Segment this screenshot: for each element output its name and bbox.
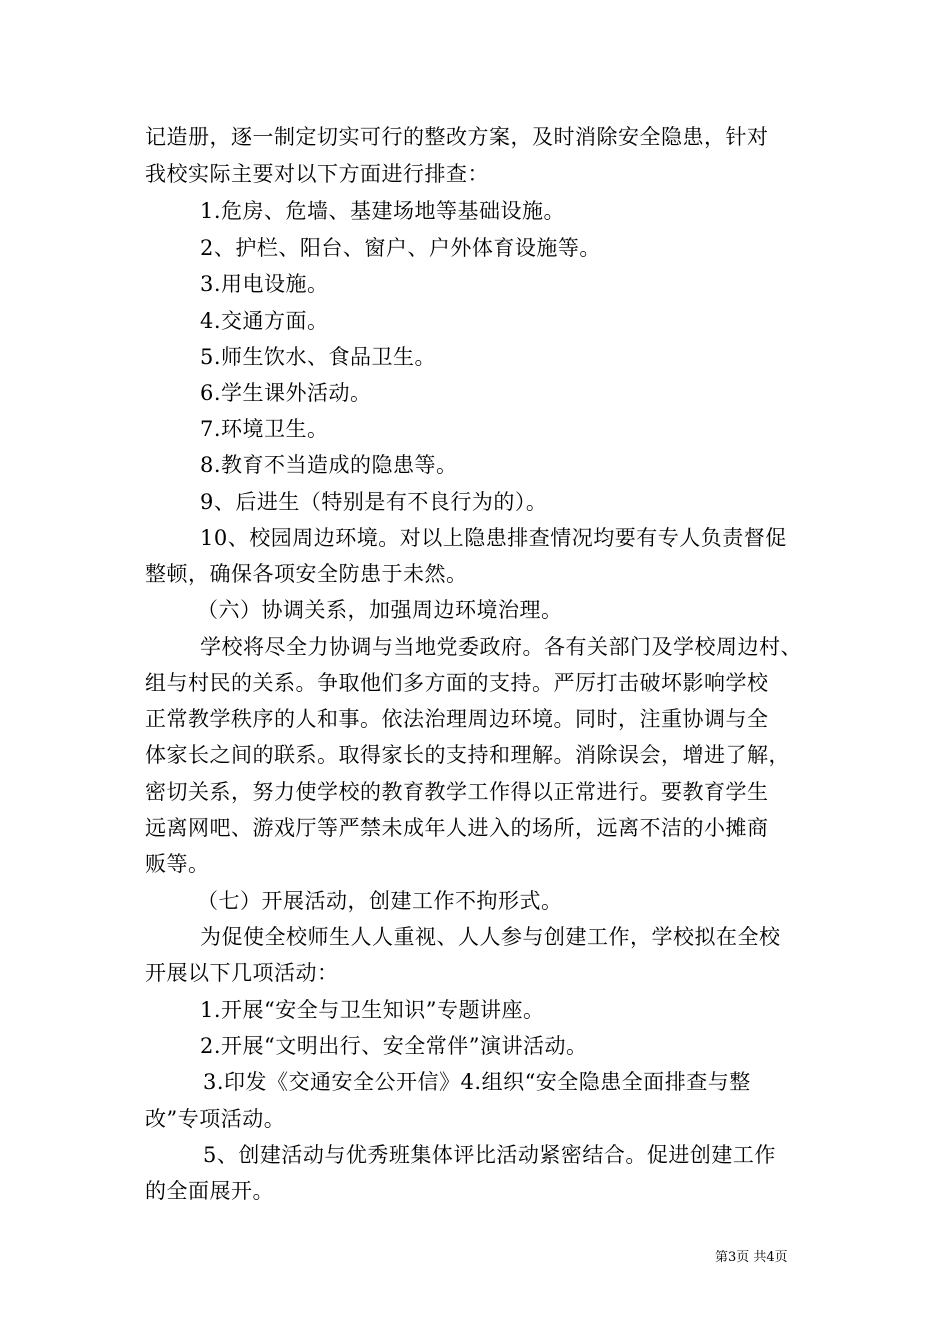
text-line: 改”专项活动。 [145,1107,286,1131]
text-line: 我校实际主要对以下方面进行排查： [145,162,489,186]
section-heading: （七）开展活动，创建工作不拘形式。 [197,889,563,913]
text-line: 记造册，逐一制定切实可行的整改方案，及时消除安全隐患，针对 [145,125,769,149]
list-item: 2.开展“文明出行、安全常伴”演讲活动。 [200,1034,588,1058]
list-item: 6.学生课外活动。 [200,381,372,405]
list-item: 2、护栏、阳台、窗户、户外体育设施等。 [200,236,601,260]
list-item: 5.师生饮水、食品卫生。 [200,345,437,369]
list-item: 4.交通方面。 [200,309,329,333]
text-line: 组与村民的关系。争取他们多方面的支持。严厉打击破坏影响学校 [145,671,769,695]
list-item: 7.环境卫生。 [200,417,329,441]
list-item: 9、后进生（特别是有不良行为的）。 [200,490,548,514]
list-item: 1.开展“安全与卫生知识”专题讲座。 [200,998,545,1022]
page-number: 第3页 共4页 [715,1250,788,1265]
list-item: 3.用电设施。 [200,272,329,296]
text-line: 为促使全校师生人人重视、人人参与创建工作，学校拟在全校 [200,925,781,949]
list-item: 1.危房、危墙、基建场地等基础设施。 [200,199,566,223]
text-line: 整顿，确保各项安全防患于未然。 [145,562,468,586]
list-item: 5、创建活动与优秀班集体评比活动紧密结合。促进创建工作 [203,1143,776,1167]
list-item: 10、校园周边环境。对以上隐患排查情况均要有专人负责督促 [200,526,787,550]
text-line: 远离网吧、游戏厅等严禁未成年人进入的场所，远离不洁的小摊商 [145,816,769,840]
text-line: 的全面展开。 [145,1179,274,1203]
text-line: 贩等。 [145,852,210,876]
text-line: 体家长之间的联系。取得家长的支持和理解。消除误会，增进了解， [145,743,790,767]
text-line: 密切关系，努力使学校的教育教学工作得以正常进行。要教育学生 [145,780,769,804]
section-heading: （六）协调关系，加强周边环境治理。 [197,598,563,622]
list-item: 3.印发《交通安全公开信》4.组织“安全隐患全面排查与整 [203,1070,751,1094]
text-line: 学校将尽全力协调与当地党委政府。各有关部门及学校周边村、 [200,635,802,659]
text-line: 开展以下几项活动： [145,961,339,985]
text-line: 正常教学秩序的人和事。依法治理周边环境。同时，注重协调与全 [145,707,769,731]
list-item: 8.教育不当造成的隐患等。 [200,453,458,477]
